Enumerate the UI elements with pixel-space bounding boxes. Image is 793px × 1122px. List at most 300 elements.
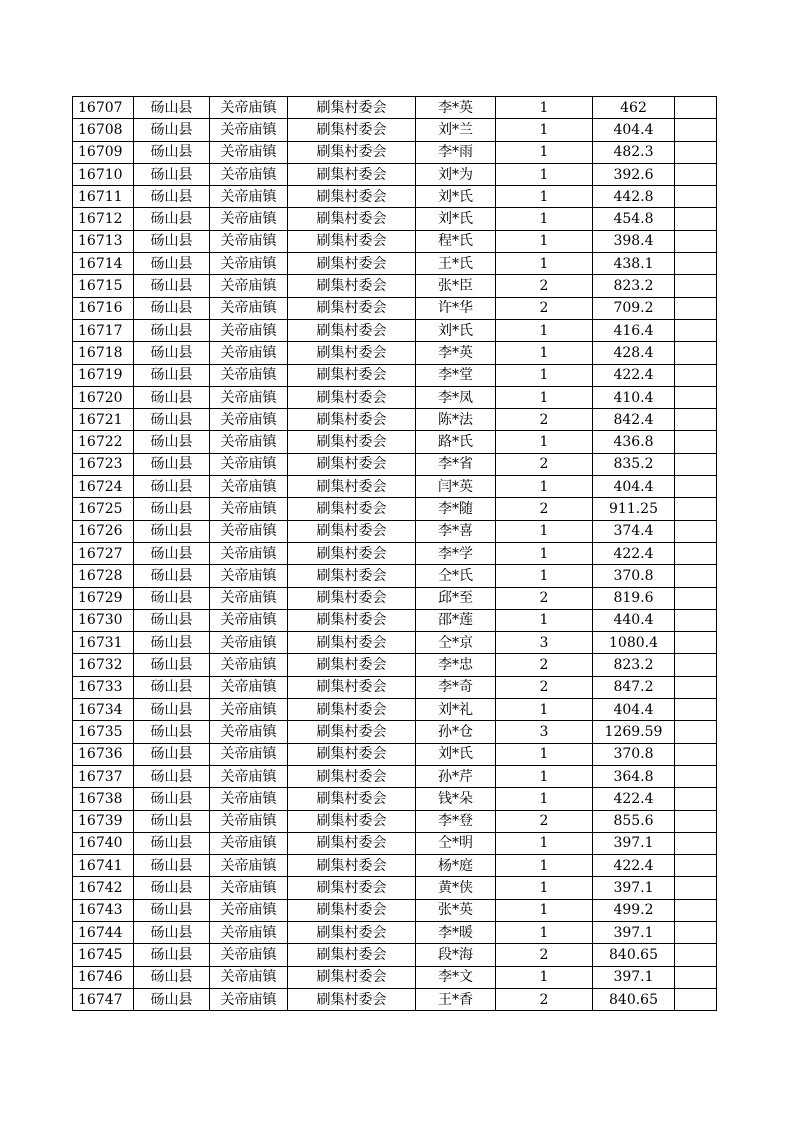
village-cell: 刷集村委会 bbox=[288, 498, 416, 520]
village-cell: 刷集村委会 bbox=[288, 944, 416, 966]
blank-cell bbox=[675, 119, 717, 141]
amount-cell: 462 bbox=[593, 97, 675, 119]
village-cell: 刷集村委会 bbox=[288, 275, 416, 297]
town-cell: 关帝庙镇 bbox=[210, 386, 288, 408]
name-cell: 杨*庭 bbox=[416, 855, 496, 877]
county-cell: 砀山县 bbox=[134, 721, 210, 743]
record-id-cell: 16708 bbox=[73, 119, 134, 141]
table-row bbox=[73, 721, 717, 743]
name-cell: 程*氏 bbox=[416, 230, 496, 252]
town-cell: 关帝庙镇 bbox=[210, 877, 288, 899]
county-cell: 砀山县 bbox=[134, 208, 210, 230]
name-cell: 许*华 bbox=[416, 297, 496, 319]
count-cell: 1 bbox=[496, 743, 593, 765]
table-row bbox=[73, 921, 717, 943]
village-cell: 刷集村委会 bbox=[288, 609, 416, 631]
county-cell: 砀山县 bbox=[134, 386, 210, 408]
town-cell: 关帝庙镇 bbox=[210, 342, 288, 364]
name-cell: 李*英 bbox=[416, 97, 496, 119]
name-cell: 刘*礼 bbox=[416, 699, 496, 721]
name-cell: 刘*兰 bbox=[416, 119, 496, 141]
village-cell: 刷集村委会 bbox=[288, 476, 416, 498]
village-cell: 刷集村委会 bbox=[288, 409, 416, 431]
county-cell: 砀山县 bbox=[134, 297, 210, 319]
blank-cell bbox=[675, 721, 717, 743]
record-id-cell: 16741 bbox=[73, 855, 134, 877]
village-cell: 刷集村委会 bbox=[288, 921, 416, 943]
town-cell: 关帝庙镇 bbox=[210, 988, 288, 1010]
village-cell: 刷集村委会 bbox=[288, 699, 416, 721]
count-cell: 1 bbox=[496, 342, 593, 364]
county-cell: 砀山县 bbox=[134, 966, 210, 988]
count-cell: 2 bbox=[496, 498, 593, 520]
blank-cell bbox=[675, 788, 717, 810]
table-row bbox=[73, 565, 717, 587]
amount-cell: 422.4 bbox=[593, 788, 675, 810]
county-cell: 砀山县 bbox=[134, 253, 210, 275]
table-row bbox=[73, 453, 717, 475]
blank-cell bbox=[675, 899, 717, 921]
count-cell: 1 bbox=[496, 609, 593, 631]
record-id-cell: 16710 bbox=[73, 163, 134, 185]
record-id-cell: 16722 bbox=[73, 431, 134, 453]
amount-cell: 364.8 bbox=[593, 765, 675, 787]
blank-cell bbox=[675, 498, 717, 520]
table-row bbox=[73, 297, 717, 319]
name-cell: 王*氏 bbox=[416, 253, 496, 275]
count-cell: 1 bbox=[496, 431, 593, 453]
amount-cell: 823.2 bbox=[593, 275, 675, 297]
record-id-cell: 16745 bbox=[73, 944, 134, 966]
amount-cell: 438.1 bbox=[593, 253, 675, 275]
blank-cell bbox=[675, 364, 717, 386]
name-cell: 李*随 bbox=[416, 498, 496, 520]
town-cell: 关帝庙镇 bbox=[210, 409, 288, 431]
table-row bbox=[73, 587, 717, 609]
town-cell: 关帝庙镇 bbox=[210, 520, 288, 542]
count-cell: 1 bbox=[496, 476, 593, 498]
record-id-cell: 16723 bbox=[73, 453, 134, 475]
village-cell: 刷集村委会 bbox=[288, 431, 416, 453]
record-id-cell: 16743 bbox=[73, 899, 134, 921]
town-cell: 关帝庙镇 bbox=[210, 699, 288, 721]
county-cell: 砀山县 bbox=[134, 632, 210, 654]
county-cell: 砀山县 bbox=[134, 364, 210, 386]
amount-cell: 416.4 bbox=[593, 319, 675, 341]
amount-cell: 440.4 bbox=[593, 609, 675, 631]
town-cell: 关帝庙镇 bbox=[210, 632, 288, 654]
blank-cell bbox=[675, 542, 717, 564]
record-id-cell: 16731 bbox=[73, 632, 134, 654]
count-cell: 1 bbox=[496, 230, 593, 252]
count-cell: 1 bbox=[496, 765, 593, 787]
record-id-cell: 16725 bbox=[73, 498, 134, 520]
village-cell: 刷集村委会 bbox=[288, 208, 416, 230]
record-id-cell: 16717 bbox=[73, 319, 134, 341]
county-cell: 砀山县 bbox=[134, 119, 210, 141]
count-cell: 1 bbox=[496, 253, 593, 275]
amount-cell: 397.1 bbox=[593, 877, 675, 899]
name-cell: 李*堂 bbox=[416, 364, 496, 386]
blank-cell bbox=[675, 654, 717, 676]
blank-cell bbox=[675, 97, 717, 119]
name-cell: 刘*为 bbox=[416, 163, 496, 185]
name-cell: 刘*氏 bbox=[416, 208, 496, 230]
record-id-cell: 16727 bbox=[73, 542, 134, 564]
village-cell: 刷集村委会 bbox=[288, 386, 416, 408]
blank-cell bbox=[675, 163, 717, 185]
count-cell: 1 bbox=[496, 899, 593, 921]
amount-cell: 404.4 bbox=[593, 699, 675, 721]
amount-cell: 835.2 bbox=[593, 453, 675, 475]
table-body bbox=[73, 97, 717, 1011]
table-row bbox=[73, 899, 717, 921]
town-cell: 关帝庙镇 bbox=[210, 163, 288, 185]
amount-cell: 397.1 bbox=[593, 921, 675, 943]
town-cell: 关帝庙镇 bbox=[210, 743, 288, 765]
county-cell: 砀山县 bbox=[134, 141, 210, 163]
name-cell: 邵*莲 bbox=[416, 609, 496, 631]
village-cell: 刷集村委会 bbox=[288, 342, 416, 364]
county-cell: 砀山县 bbox=[134, 565, 210, 587]
town-cell: 关帝庙镇 bbox=[210, 721, 288, 743]
blank-cell bbox=[675, 832, 717, 854]
record-id-cell: 16715 bbox=[73, 275, 134, 297]
count-cell: 2 bbox=[496, 453, 593, 475]
amount-cell: 428.4 bbox=[593, 342, 675, 364]
count-cell: 2 bbox=[496, 587, 593, 609]
table-row bbox=[73, 364, 717, 386]
record-id-cell: 16740 bbox=[73, 832, 134, 854]
table-row bbox=[73, 409, 717, 431]
amount-cell: 410.4 bbox=[593, 386, 675, 408]
village-cell: 刷集村委会 bbox=[288, 319, 416, 341]
table-row bbox=[73, 944, 717, 966]
county-cell: 砀山县 bbox=[134, 476, 210, 498]
county-cell: 砀山县 bbox=[134, 944, 210, 966]
name-cell: 李*暖 bbox=[416, 921, 496, 943]
blank-cell bbox=[675, 186, 717, 208]
count-cell: 1 bbox=[496, 163, 593, 185]
table-row bbox=[73, 163, 717, 185]
village-cell: 刷集村委会 bbox=[288, 632, 416, 654]
count-cell: 1 bbox=[496, 855, 593, 877]
name-cell: 李*省 bbox=[416, 453, 496, 475]
table-row bbox=[73, 230, 717, 252]
county-cell: 砀山县 bbox=[134, 453, 210, 475]
amount-cell: 404.4 bbox=[593, 476, 675, 498]
amount-cell: 819.6 bbox=[593, 587, 675, 609]
table-row bbox=[73, 342, 717, 364]
count-cell: 2 bbox=[496, 275, 593, 297]
name-cell: 刘*氏 bbox=[416, 743, 496, 765]
name-cell: 孙*仓 bbox=[416, 721, 496, 743]
count-cell: 1 bbox=[496, 699, 593, 721]
table-row bbox=[73, 877, 717, 899]
town-cell: 关帝庙镇 bbox=[210, 453, 288, 475]
count-cell: 1 bbox=[496, 208, 593, 230]
village-cell: 刷集村委会 bbox=[288, 119, 416, 141]
county-cell: 砀山县 bbox=[134, 587, 210, 609]
record-id-cell: 16735 bbox=[73, 721, 134, 743]
record-id-cell: 16742 bbox=[73, 877, 134, 899]
amount-cell: 911.25 bbox=[593, 498, 675, 520]
village-cell: 刷集村委会 bbox=[288, 565, 416, 587]
count-cell: 1 bbox=[496, 186, 593, 208]
table-row bbox=[73, 765, 717, 787]
blank-cell bbox=[675, 253, 717, 275]
table-row bbox=[73, 810, 717, 832]
name-cell: 李*忠 bbox=[416, 654, 496, 676]
county-cell: 砀山县 bbox=[134, 899, 210, 921]
name-cell: 段*海 bbox=[416, 944, 496, 966]
count-cell: 2 bbox=[496, 654, 593, 676]
table-row bbox=[73, 431, 717, 453]
record-id-cell: 16724 bbox=[73, 476, 134, 498]
record-id-cell: 16747 bbox=[73, 988, 134, 1010]
county-cell: 砀山县 bbox=[134, 186, 210, 208]
count-cell: 1 bbox=[496, 832, 593, 854]
village-cell: 刷集村委会 bbox=[288, 163, 416, 185]
count-cell: 2 bbox=[496, 409, 593, 431]
name-cell: 李*雨 bbox=[416, 141, 496, 163]
county-cell: 砀山县 bbox=[134, 810, 210, 832]
record-id-cell: 16711 bbox=[73, 186, 134, 208]
name-cell: 王*香 bbox=[416, 988, 496, 1010]
blank-cell bbox=[675, 141, 717, 163]
county-cell: 砀山县 bbox=[134, 765, 210, 787]
town-cell: 关帝庙镇 bbox=[210, 832, 288, 854]
county-cell: 砀山县 bbox=[134, 409, 210, 431]
record-id-cell: 16729 bbox=[73, 587, 134, 609]
name-cell: 黄*侠 bbox=[416, 877, 496, 899]
table-row bbox=[73, 676, 717, 698]
village-cell: 刷集村委会 bbox=[288, 297, 416, 319]
name-cell: 李*奇 bbox=[416, 676, 496, 698]
count-cell: 1 bbox=[496, 141, 593, 163]
town-cell: 关帝庙镇 bbox=[210, 609, 288, 631]
count-cell: 1 bbox=[496, 966, 593, 988]
village-cell: 刷集村委会 bbox=[288, 587, 416, 609]
amount-cell: 499.2 bbox=[593, 899, 675, 921]
county-cell: 砀山县 bbox=[134, 788, 210, 810]
blank-cell bbox=[675, 609, 717, 631]
count-cell: 1 bbox=[496, 97, 593, 119]
record-id-cell: 16709 bbox=[73, 141, 134, 163]
record-id-cell: 16737 bbox=[73, 765, 134, 787]
amount-cell: 404.4 bbox=[593, 119, 675, 141]
amount-cell: 709.2 bbox=[593, 297, 675, 319]
name-cell: 路*氏 bbox=[416, 431, 496, 453]
village-cell: 刷集村委会 bbox=[288, 899, 416, 921]
table-row bbox=[73, 253, 717, 275]
amount-cell: 823.2 bbox=[593, 654, 675, 676]
amount-cell: 855.6 bbox=[593, 810, 675, 832]
count-cell: 3 bbox=[496, 632, 593, 654]
town-cell: 关帝庙镇 bbox=[210, 788, 288, 810]
county-cell: 砀山县 bbox=[134, 676, 210, 698]
name-cell: 仝*京 bbox=[416, 632, 496, 654]
blank-cell bbox=[675, 921, 717, 943]
town-cell: 关帝庙镇 bbox=[210, 319, 288, 341]
name-cell: 李*英 bbox=[416, 342, 496, 364]
county-cell: 砀山县 bbox=[134, 275, 210, 297]
town-cell: 关帝庙镇 bbox=[210, 208, 288, 230]
blank-cell bbox=[675, 966, 717, 988]
blank-cell bbox=[675, 275, 717, 297]
name-cell: 仝*明 bbox=[416, 832, 496, 854]
table-row bbox=[73, 609, 717, 631]
table-row bbox=[73, 743, 717, 765]
village-cell: 刷集村委会 bbox=[288, 788, 416, 810]
name-cell: 张*臣 bbox=[416, 275, 496, 297]
town-cell: 关帝庙镇 bbox=[210, 431, 288, 453]
record-id-cell: 16718 bbox=[73, 342, 134, 364]
amount-cell: 454.8 bbox=[593, 208, 675, 230]
count-cell: 3 bbox=[496, 721, 593, 743]
town-cell: 关帝庙镇 bbox=[210, 966, 288, 988]
blank-cell bbox=[675, 409, 717, 431]
name-cell: 李*登 bbox=[416, 810, 496, 832]
amount-cell: 370.8 bbox=[593, 565, 675, 587]
blank-cell bbox=[675, 386, 717, 408]
blank-cell bbox=[675, 699, 717, 721]
amount-cell: 840.65 bbox=[593, 944, 675, 966]
amount-cell: 374.4 bbox=[593, 520, 675, 542]
village-cell: 刷集村委会 bbox=[288, 810, 416, 832]
blank-cell bbox=[675, 765, 717, 787]
village-cell: 刷集村委会 bbox=[288, 453, 416, 475]
table-row bbox=[73, 832, 717, 854]
name-cell: 孙*芹 bbox=[416, 765, 496, 787]
county-cell: 砀山县 bbox=[134, 609, 210, 631]
town-cell: 关帝庙镇 bbox=[210, 542, 288, 564]
county-cell: 砀山县 bbox=[134, 855, 210, 877]
village-cell: 刷集村委会 bbox=[288, 743, 416, 765]
village-cell: 刷集村委会 bbox=[288, 721, 416, 743]
name-cell: 邱*至 bbox=[416, 587, 496, 609]
county-cell: 砀山县 bbox=[134, 832, 210, 854]
town-cell: 关帝庙镇 bbox=[210, 765, 288, 787]
record-id-cell: 16714 bbox=[73, 253, 134, 275]
table-row bbox=[73, 699, 717, 721]
village-cell: 刷集村委会 bbox=[288, 520, 416, 542]
village-cell: 刷集村委会 bbox=[288, 654, 416, 676]
table-row bbox=[73, 788, 717, 810]
record-id-cell: 16720 bbox=[73, 386, 134, 408]
county-cell: 砀山县 bbox=[134, 921, 210, 943]
county-cell: 砀山县 bbox=[134, 97, 210, 119]
amount-cell: 840.65 bbox=[593, 988, 675, 1010]
amount-cell: 442.8 bbox=[593, 186, 675, 208]
village-cell: 刷集村委会 bbox=[288, 186, 416, 208]
blank-cell bbox=[675, 988, 717, 1010]
town-cell: 关帝庙镇 bbox=[210, 921, 288, 943]
amount-cell: 422.4 bbox=[593, 364, 675, 386]
village-cell: 刷集村委会 bbox=[288, 230, 416, 252]
record-id-cell: 16721 bbox=[73, 409, 134, 431]
name-cell: 李*凤 bbox=[416, 386, 496, 408]
table-row bbox=[73, 319, 717, 341]
county-cell: 砀山县 bbox=[134, 520, 210, 542]
record-id-cell: 16712 bbox=[73, 208, 134, 230]
village-cell: 刷集村委会 bbox=[288, 988, 416, 1010]
table-row bbox=[73, 97, 717, 119]
town-cell: 关帝庙镇 bbox=[210, 119, 288, 141]
amount-cell: 397.1 bbox=[593, 966, 675, 988]
town-cell: 关帝庙镇 bbox=[210, 810, 288, 832]
table-row bbox=[73, 520, 717, 542]
town-cell: 关帝庙镇 bbox=[210, 565, 288, 587]
count-cell: 1 bbox=[496, 520, 593, 542]
county-cell: 砀山县 bbox=[134, 542, 210, 564]
county-cell: 砀山县 bbox=[134, 342, 210, 364]
county-cell: 砀山县 bbox=[134, 988, 210, 1010]
record-id-cell: 16728 bbox=[73, 565, 134, 587]
count-cell: 2 bbox=[496, 810, 593, 832]
record-id-cell: 16746 bbox=[73, 966, 134, 988]
blank-cell bbox=[675, 676, 717, 698]
count-cell: 1 bbox=[496, 364, 593, 386]
name-cell: 李*喜 bbox=[416, 520, 496, 542]
town-cell: 关帝庙镇 bbox=[210, 97, 288, 119]
amount-cell: 422.4 bbox=[593, 542, 675, 564]
count-cell: 1 bbox=[496, 921, 593, 943]
county-cell: 砀山县 bbox=[134, 230, 210, 252]
blank-cell bbox=[675, 319, 717, 341]
county-cell: 砀山县 bbox=[134, 699, 210, 721]
village-cell: 刷集村委会 bbox=[288, 364, 416, 386]
village-cell: 刷集村委会 bbox=[288, 253, 416, 275]
blank-cell bbox=[675, 208, 717, 230]
table-row bbox=[73, 654, 717, 676]
count-cell: 1 bbox=[496, 788, 593, 810]
record-id-cell: 16734 bbox=[73, 699, 134, 721]
subsidy-table bbox=[72, 96, 717, 1011]
blank-cell bbox=[675, 877, 717, 899]
blank-cell bbox=[675, 944, 717, 966]
amount-cell: 436.8 bbox=[593, 431, 675, 453]
name-cell: 张*英 bbox=[416, 899, 496, 921]
blank-cell bbox=[675, 342, 717, 364]
village-cell: 刷集村委会 bbox=[288, 877, 416, 899]
town-cell: 关帝庙镇 bbox=[210, 587, 288, 609]
amount-cell: 847.2 bbox=[593, 676, 675, 698]
record-id-cell: 16736 bbox=[73, 743, 134, 765]
blank-cell bbox=[675, 431, 717, 453]
count-cell: 2 bbox=[496, 944, 593, 966]
amount-cell: 392.6 bbox=[593, 163, 675, 185]
village-cell: 刷集村委会 bbox=[288, 676, 416, 698]
town-cell: 关帝庙镇 bbox=[210, 476, 288, 498]
count-cell: 1 bbox=[496, 119, 593, 141]
village-cell: 刷集村委会 bbox=[288, 832, 416, 854]
name-cell: 钱*朵 bbox=[416, 788, 496, 810]
county-cell: 砀山县 bbox=[134, 319, 210, 341]
town-cell: 关帝庙镇 bbox=[210, 944, 288, 966]
county-cell: 砀山县 bbox=[134, 163, 210, 185]
village-cell: 刷集村委会 bbox=[288, 966, 416, 988]
count-cell: 2 bbox=[496, 988, 593, 1010]
count-cell: 1 bbox=[496, 565, 593, 587]
count-cell: 1 bbox=[496, 319, 593, 341]
town-cell: 关帝庙镇 bbox=[210, 141, 288, 163]
amount-cell: 422.4 bbox=[593, 855, 675, 877]
village-cell: 刷集村委会 bbox=[288, 855, 416, 877]
amount-cell: 397.1 bbox=[593, 832, 675, 854]
record-id-cell: 16730 bbox=[73, 609, 134, 631]
table-row bbox=[73, 855, 717, 877]
